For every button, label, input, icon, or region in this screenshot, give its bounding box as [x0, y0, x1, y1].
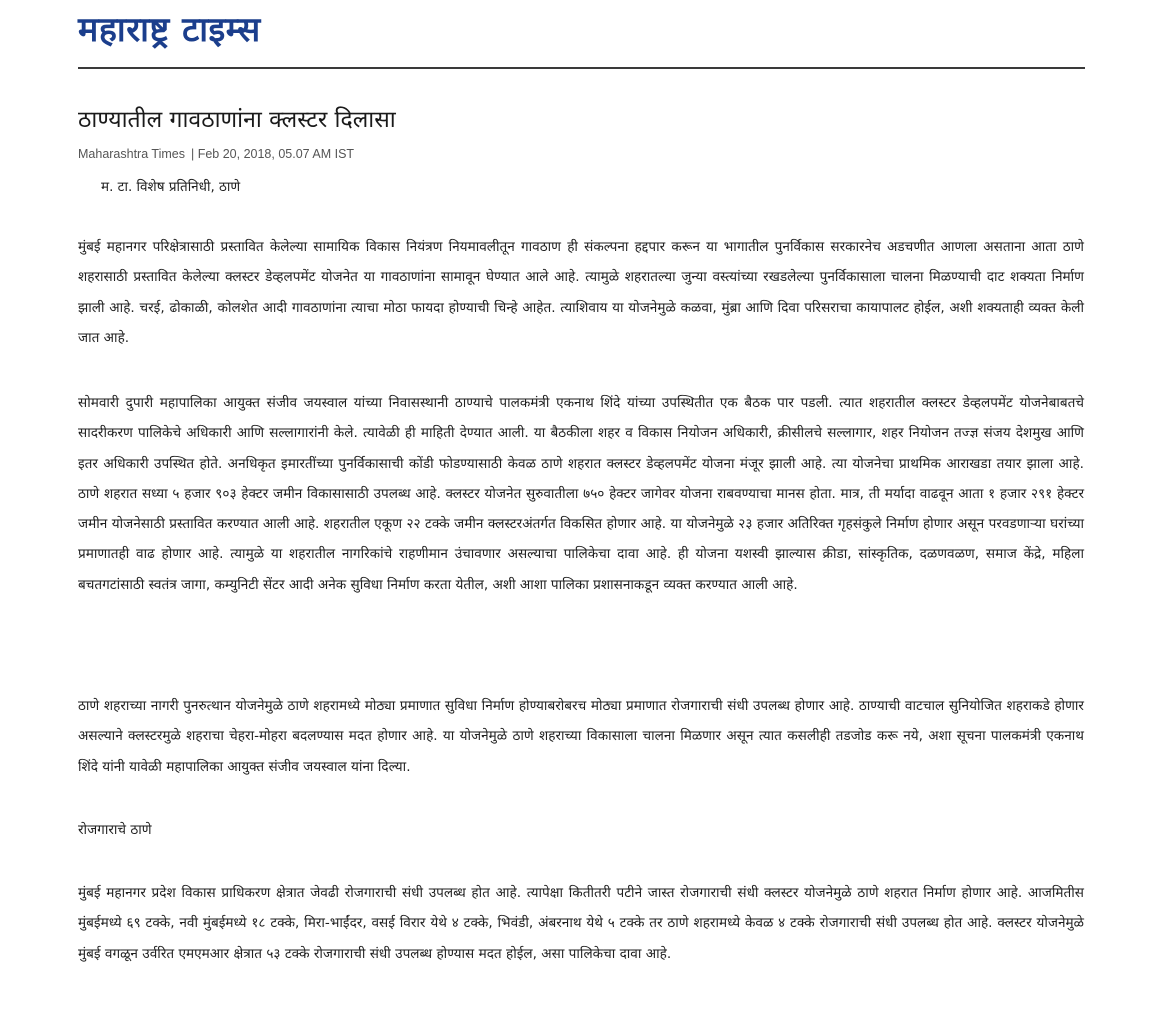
header-divider — [78, 67, 1085, 69]
article-paragraph: सोमवारी दुपारी महापालिका आयुक्त संजीव जयस्वाल यांच्या निवासस्थानी ठाण्याचे पालकमंत्री एकनाथ शिंदे यांच्या उपस्थितीत एक बैठक पार पडली. त्यात शहरातील क्लस्टर डेव्हलपमेंट योजनेबाबतचे सादरीकरण पालिकेचे अधिकारी आणि सल्लागारांनी केले. त्यावेळी ही माहिती देण्यात आली. या बैठकीला शहर व विकास नियोजन अधिकारी, क्रीसीलचे सल्लागार, शहर नियोजन तज्ज्ञ संजय देशमुख आणि इतर अधिकारी उपस्थित होते. अनधिकृत इमारतींच्या पुनर्विकासाची कोंडी फोडण्यासाठी केवळ ठाणे शहरात क्लस्टर डेव्हलपमेंट योजना मंजूर झाली आहे. त्या योजनेचा प्राथमिक आराखडा तयार झाला आहे. ठाणे शहरात सध्या ५ हजार ९०३ हेक्टर जमीन विकासासाठी उपलब्ध आहे. क्लस्टर योजनेत सुरुवातीला ७५० हेक्टर जागेवर योजना राबवण्याचा मानस होता. मात्र, ती मर्यादा वाढवून आता १ हजार २९१ हेक्टर जमीन योजनेसाठी प्रस्तावित करण्यात आली आहे. शहरातील एकूण २२ टक्के जमीन क्लस्टरअंतर्गत विकसित होणार आहे. या योजनेमुळे २३ हजार अतिरिक्त गृहसंकुले निर्माण होणार असून परवडणाऱ्या घरांच्या प्रमाणातही वाढ होणार आहे. त्यामुळे या शहरातील नागरिकांचे राहणीमान उंचावणार असल्याचा पालिकेचा दावा आहे. ही योजना यशस्वी झाल्यास क्रीडा, सांस्कृतिक, दळणवळण, समाज केंद्रे, महिला बचतगटांसाठी स्वतंत्र जागा, कम्युनिटी सेंटर आदी अनेक सुविधा निर्माण करता येतील, अशी आशा पालिका प्रशासनाकडून व्यक्त करण्यात आली आहे. — [78, 395, 1084, 593]
article-paragraph: मुंबई महानगर प्रदेश विकास प्राधिकरण क्षेत्रात जेवढी रोजगाराची संधी उपलब्ध होत आहे. त्यापेक्षा कितीतरी पटीने जास्त रोजगाराची संधी क्लस्टर योजनेमुळे ठाणे शहरात निर्माण होणार आहे. आजमितीस मुंबईमध्ये ६९ टक्के, नवी मुंबईमध्ये १८ टक्के, मिरा-भाईंदर, वसई विरार येथे ४ टक्के, भिवंडी, अंबरनाथ येथे ५ टक्के तर ठाणे शहरामध्ये केवळ ४ टक्के रोजगाराची संधी उपलब्ध होत आहे. क्लस्टर योजनेमुळे मुंबई वगळून उर्वरित एमएमआर क्षेत्रात ५३ टक्के रोजगाराची संधी उपलब्ध होण्यास मदत होईल, असा पालिकेचा दावा आहे. — [78, 885, 1084, 962]
masthead-logo[interactable]: महाराष्ट्र टाइम्स — [78, 10, 261, 50]
article-byline: म. टा. विशेष प्रतिनिधी, ठाणे — [101, 179, 241, 195]
article-paragraph: ठाणे शहराच्या नागरी पुनरुत्थान योजनेमुळे ठाणे शहरामध्ये मोठ्या प्रमाणात सुविधा निर्माण होण्याबरोबरच मोठ्या प्रमाणात रोजगाराची संधी उपलब्ध होणार आहे. ठाण्याची वाटचाल सुनियोजित शहराकडे होणार असल्याने क्लस्टरमुळे शहराचा चेहरा-मोहरा बदलण्यास मदत होणार आहे. या योजनेमुळे ठाणे शहराच्या विकासाला चालना मिळणार असून त्यात कसलीही तडजोड करू नये, अशा सूचना पालकमंत्री एकनाथ शिंदे यांनी यावेळी महापालिका आयुक्त संजीव जयस्वाल यांना दिल्या. — [78, 698, 1084, 775]
article-subheading: रोजगाराचे ठाणे — [78, 822, 152, 838]
article-source[interactable]: Maharashtra Times — [78, 147, 185, 161]
article-headline: ठाण्यातील गावठाणांना क्लस्टर दिलासा — [78, 107, 396, 133]
article-meta — [78, 145, 354, 163]
article-date: | Feb 20, 2018, 05.07 AM IST — [190, 147, 355, 161]
article-paragraph: मुंबई महानगर परिक्षेत्रासाठी प्रस्तावित केलेल्या सामायिक विकास नियंत्रण नियमावलीतून गावठाण ही संकल्पना हद्दपार करून या भागातील पुनर्विकास सरकारनेच अडचणीत आणला असताना आता ठाणे शहरासाठी प्रस्तावित केलेल्या क्लस्टर डेव्हलपमेंट योजनेत या गावठाणांना सामावून घेण्यात आले आहे. त्यामुळे शहरातल्या जुन्या वस्त्यांच्या रखडलेल्या पुनर्विकासाला चालना मिळण्याची दाट शक्यता निर्माण झाली आहे. चरई, ढोकाळी, कोलशेत आदी गावठाणांना त्याचा मोठा फायदा होण्याची चिन्हे आहेत. त्याशिवाय या योजनेमुळे कळवा, मुंब्रा आणि दिवा परिसराचा कायापालट होईल, अशी शक्यताही व्यक्त केली जात आहे. — [78, 239, 1085, 346]
